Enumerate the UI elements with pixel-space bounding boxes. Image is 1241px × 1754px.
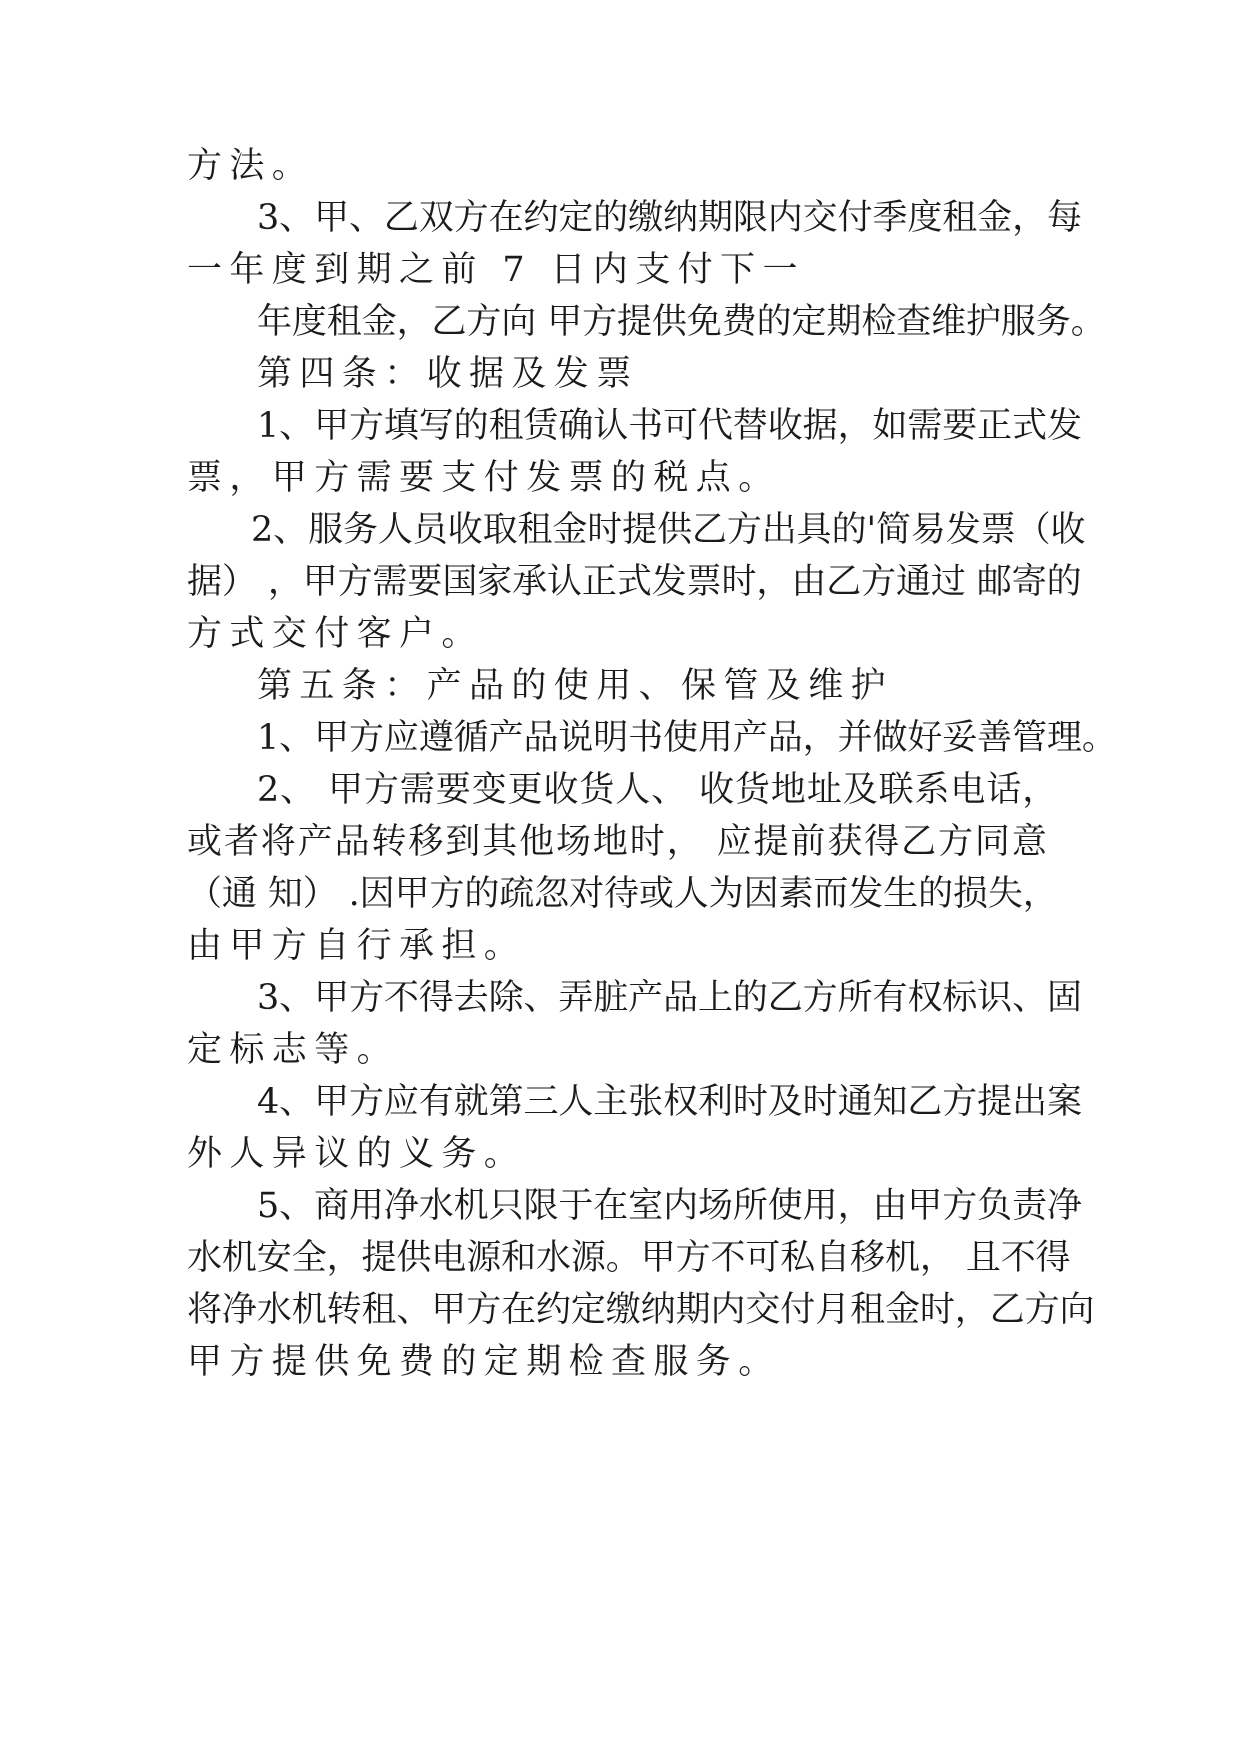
text-line-9: 据） ，甲方需要国家承认正式发票时，由乙方通过 邮寄的 bbox=[187, 562, 1082, 602]
text-line-16: 由甲方自行承担。 bbox=[187, 926, 527, 966]
text-line-7: 票，甲方需要支付发票的税点。 bbox=[187, 458, 781, 498]
text-line-22: 水机安全，提供电源和水源。甲方不可私自移机， 且不得 bbox=[187, 1238, 1071, 1278]
text-line-2: 3、甲、乙双方在约定的缴纳期限内交付季度租金，每 bbox=[257, 198, 1082, 238]
text-line-13: 2、 甲方需要变更收货人、 收货地址及联系电话， bbox=[257, 770, 1059, 810]
text-line-8: 2、服务人员收取租金时提供乙方出具的'简易发票（收 bbox=[251, 510, 1086, 550]
text-line-10: 方式交付客户。 bbox=[187, 614, 484, 654]
text-line-18: 定标志等。 bbox=[187, 1030, 400, 1070]
text-line-12: 1、甲方应遵循产品说明书使用产品，并做好妥善管理。 bbox=[257, 718, 1117, 758]
text-line-20: 外人异议的义务。 bbox=[187, 1134, 527, 1174]
text-line-21: 5、商用净水机只限于在室内场所使用，由甲方负责净 bbox=[257, 1186, 1082, 1226]
text-line-23: 将净水机转租、甲方在约定缴纳期内交付月租金时，乙方向 bbox=[187, 1290, 1095, 1330]
section-heading-4: 第四条：收据及发票 bbox=[257, 354, 639, 394]
text-line-6: 1、甲方填写的租赁确认书可代替收据，如需要正式发 bbox=[257, 406, 1082, 446]
text-line-19: 4、甲方应有就第三人主张权利时及时通知乙方提出案 bbox=[257, 1082, 1082, 1122]
text-line-17: 3、甲方不得去除、弄脏产品上的乙方所有权标识、固 bbox=[257, 978, 1082, 1018]
section-heading-5: 第五条：产品的使用、保管及维护 bbox=[257, 666, 894, 706]
text-line-24: 甲方提供免费的定期检查服务。 bbox=[187, 1342, 781, 1382]
text-line-15: （通 知） .因甲方的疏忽对待或人为因素而发生的损失， bbox=[187, 874, 1058, 914]
text-line-4: 年度租金，乙方向 甲方提供免费的定期检查维护服务。 bbox=[257, 302, 1106, 342]
text-line-14: 或者将产品转移到其他场地时， 应提前获得乙方同意 bbox=[187, 822, 1049, 862]
text-line-1: 方法。 bbox=[187, 146, 315, 186]
text-line-3: 一年度到期之前 7 日内支付下一 bbox=[187, 250, 805, 290]
